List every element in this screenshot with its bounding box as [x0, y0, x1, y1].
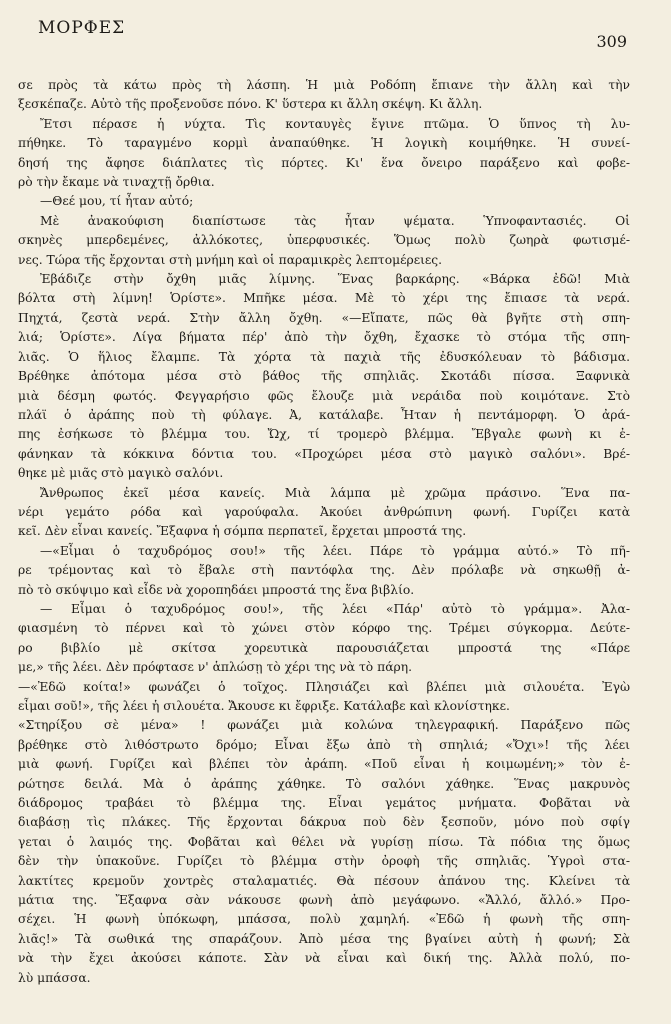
- text-line: διαβάσῃ τὶς πλάκες. Τῆς ἔρχονται δάκρυα ποὺ δὲν ξεσποῦν, μόνο ποὺ σφίγ: [18, 815, 630, 830]
- text-line: —«Ἐδῶ κοίτα!» φωνάζει ὁ τοῖχος. Πλησιάζει καὶ βλέπει μιὰ σιλουέτα. Ἐγὼ: [18, 679, 630, 694]
- text-line: δησή της ἄφησε διάπλατες τὶς πόρτες. Κι' ἕνα ὄνειρο παράξενο καὶ φοβε-: [18, 155, 630, 170]
- text-line: με,» τῆς λέει. Δὲν πρόφτασε ν' ἁπλώσῃ τὸ χέρι της νὰ τὸ πάρη.: [18, 660, 413, 675]
- text-line: ξεσκέπαζε. Αὐτὸ τῆς προξενοῦσε πόνο. Κ' ὕστερα κι ἄλλη σκέψη. Κι ἄλλη.: [18, 97, 483, 112]
- text-line: πὸ τὸ σκύψιμο καὶ εἶδε νὰ χοροπηδάει μπροστά της ἕνα βιβλίο.: [18, 582, 415, 597]
- text-line: θηκε μὲ μιᾶς στὸ μαγικὸ σαλόνι.: [18, 466, 224, 481]
- text-line: Πηχτά, ζεστὰ νερά. Στὴν ἄλλη ὄχθη. «—Εἴπατε, πῶς θὰ βγῆτε στὴ σπη-: [18, 310, 630, 325]
- text-line: βρέθηκε στὸ λιθόστρωτο δρόμο; Εἶναι ἔξω ἀπὸ τὴ σπηλιά; «Ὄχι»! τῆς λέει: [18, 737, 630, 752]
- text-line: Ἔτσι πέρασε ἡ νύχτα. Τὶς κονταυγὲς ἔγινε πτῶμα. Ὁ ὕπνος τὴ λυ-: [40, 116, 630, 131]
- text-line: σε πρὸς τὰ κάτω πρὸς τὴ λάσπη. Ἡ μιὰ Ροδόπη ἔπιανε τὴν ἄλλη καὶ τὴν: [18, 78, 630, 92]
- text-line: γεται ὁ λαιμός της. Φοβᾶται καὶ θέλει νὰ γυρίσῃ πίσω. Τὰ πόδια της ὅμως: [18, 834, 630, 849]
- text-line: λιᾶς. Ὁ ἥλιος ἔλαμπε. Τὰ χόρτα τὰ παχιὰ τῆς ἐδυσκόλευαν τὸ βάδισμα.: [18, 349, 630, 364]
- text-line: πλάϊ ὁ ἀράπης ποὺ τὴ φύλαγε. Ἀ, κατάλαβε. Ἦταν ἡ πεντάμορφη. Ὁ ἀρά-: [18, 407, 630, 422]
- text-line: νέρι γεμάτο ρόδα καὶ γαρούφαλα. Ἀκούει ἀνθρώπινη φωνή. Γυρίζει κατὰ: [18, 504, 630, 519]
- text-line: σέχει. Ἡ φωνὴ ὑπόκωφη, μπάσσα, πολὺ χαμηλή. «Ἐδῶ ἡ φωνὴ τῆς σπη-: [18, 912, 630, 927]
- text-line: Βρέθηκε ἀπότομα μέσα στὸ βάθος τῆς σπηλιᾶς. Σκοτάδι πίσσα. Ξαφνικὰ: [18, 369, 630, 384]
- text-line: πήθηκε. Τὸ ταραγμένο κορμὶ ἀναπαύθηκε. Ἡ λογικὴ κοιμήθηκε. Ἡ συνεί-: [18, 136, 630, 151]
- text-line: φιασμένη τὸ πέρνει καὶ τὸ χώνει στὸν κόρφο της. Τρέμει σύγκορμα. Δεύτε-: [18, 621, 630, 636]
- text-line: «Στηρίξου σὲ μένα» ! φωνάζει μιὰ κολώνα τηλεγραφική. Παράξενο πῶς: [18, 718, 630, 733]
- text-line: Μὲ ἀνακούφιση διαπίστωσε τὰς ἦταν ψέματα. Ὑπνοφαντασιές. Οἱ: [40, 213, 630, 228]
- text-line: ρὸ τὴν ἔκαμε νὰ τιναχτῇ ὄρθια.: [18, 175, 215, 190]
- text-line: ρο βιβλίο μὲ σκίτσα χορευτικὰ παρουσιάζεται μπροστά της «Πάρε: [18, 640, 630, 655]
- text-line: βόλτα στὴ λίμνη! Ὁρίστε». Μπῆκε μέσα. Μὲ τὸ χέρι της ἔπιασε τὰ νερά.: [18, 291, 630, 306]
- text-line: πης ἐσήκωσε τὸ βλέμμα του. Ὤχ, τί τρομερὸ βλέμμα. Ἔβγαλε φωνὴ κι ἐ-: [18, 427, 630, 442]
- running-head: [38, 18, 627, 51]
- text-line: ρε τρέμοντας καὶ τὸ ἔβαλε στὴ παντόφλα της. Δὲν πρόλαβε νὰ σηκωθῇ ἀ-: [18, 563, 630, 578]
- text-line: κεῖ. Δὲν εἶναι κανείς. Ἔξαφνα ἡ σόμπα περπατεῖ, ἔρχεται μπροστά της.: [18, 524, 467, 539]
- text-line: λὺ μπάσσα.: [18, 970, 91, 985]
- text-line: —Θεέ μου, τί ἦταν αὐτό;: [40, 194, 194, 209]
- text-line: νες. Τώρα τῆς ἔρχονται στὴ μνήμη καὶ οἱ παραμικρὲς λεπτομέρειες.: [18, 252, 443, 267]
- text-line: φάνηκαν τὰ κόκκινα δόντια του. «Προχώρει μέσα στὸ μαγικὸ σαλόνι». Βρέ-: [18, 446, 630, 461]
- text-line: —«Εἶμαι ὁ ταχυδρόμος σου!» τῆς λέει. Πάρε τὸ γράμμα αὐτό.» Τὸ πῆ-: [40, 543, 630, 558]
- page-number: 309: [596, 32, 627, 51]
- text-line: μάτια της. Ἔξαφνα σὰν νάκουσε φωνὴ ἀπὸ μεγάφωνο. «Ἄλλό, ἄλλό.» Προ-: [18, 893, 630, 908]
- text-line: εἶμαι σοῦ!», τῆς λέει ἡ σιλουέτα. Ἄκουσε κι ἔφριξε. Κατάλαβε καὶ κλονίστηκε.: [18, 699, 510, 713]
- text-line: Ἐβάδιζε στὴν ὄχθη μιᾶς λίμνης. Ἕνας βαρκάρης. «Βάρκα ἐδῶ! Μιὰ: [40, 272, 630, 287]
- text-line: ρώτησε δειλά. Μὰ ὁ ἀράπης χάθηκε. Τὸ σαλόνι χάθηκε. Ἕνας μακρυνὸς: [18, 776, 630, 791]
- text-line: μιὰ φωνή. Γυρίζει καὶ βλέπει τὸν ἀράπη. «Ποῦ εἶναι ἡ κοιμωμένη;» τὸν ἐ-: [18, 757, 630, 772]
- text-line: λακτίτες κρεμοῦν χοντρὲς σταλαματιές. Θὰ πέσουν ἀπάνου της. Κλείνει τὰ: [18, 873, 630, 888]
- text-line: σκηνὲς μπερδεμένες, ἀλλόκοτες, ὑπερφυσικές. Ὅμως πολὺ ζωηρὰ φωτισμέ-: [18, 233, 630, 248]
- body-text: [18, 76, 630, 988]
- journal-title: ΜΟΡΦΕΣ: [38, 18, 126, 38]
- text-line: διάδρομος τραβάει τὸ βλέμμα της. Εἶναι γεμάτος μνήματα. Φοβᾶται νὰ: [18, 796, 630, 811]
- text-line: δὲν τὴν ὑπακοῦνε. Γυρίζει τὸ βλέμμα στὴν ὀροφὴ τῆς σπηλιᾶς. Ὑγροὶ στα-: [18, 854, 630, 869]
- text-line: λιᾶς!» Τὰ σωθικά της σπαράζουν. Ἀπὸ μέσα της βγαίνει αὐτὴ ἡ φωνή; Σὰ: [18, 931, 630, 946]
- text-line: λιά; Ὁρίστε». Λίγα βήματα πέρ' ἀπὸ τὴν ὄχθη, ἔχασκε τὸ στόμα τῆς σπη-: [18, 330, 630, 345]
- text-line: μιὰ δέσμη φωτός. Φεγγαρήσιο φῶς ἔλουζε μιὰ νεράιδα ποὺ κοιμότανε. Στὸ: [18, 388, 630, 403]
- text-line: νὰ τὴν ἔχει ἀκούσει κάποτε. Σὰν νὰ εἶναι καὶ δική της. Ἀλλὰ πολύ, πο-: [18, 951, 630, 966]
- text-line: — Εἶμαι ὁ ταχυδρόμος σου!», τῆς λέει «Πάρ' αὐτὸ τὸ γράμμα». Ἀλα-: [40, 601, 630, 616]
- text-line: Ἄνθρωπος ἐκεῖ μέσα κανείς. Μιὰ λάμπα μὲ χρῶμα πράσινο. Ἕνα πα-: [40, 485, 630, 500]
